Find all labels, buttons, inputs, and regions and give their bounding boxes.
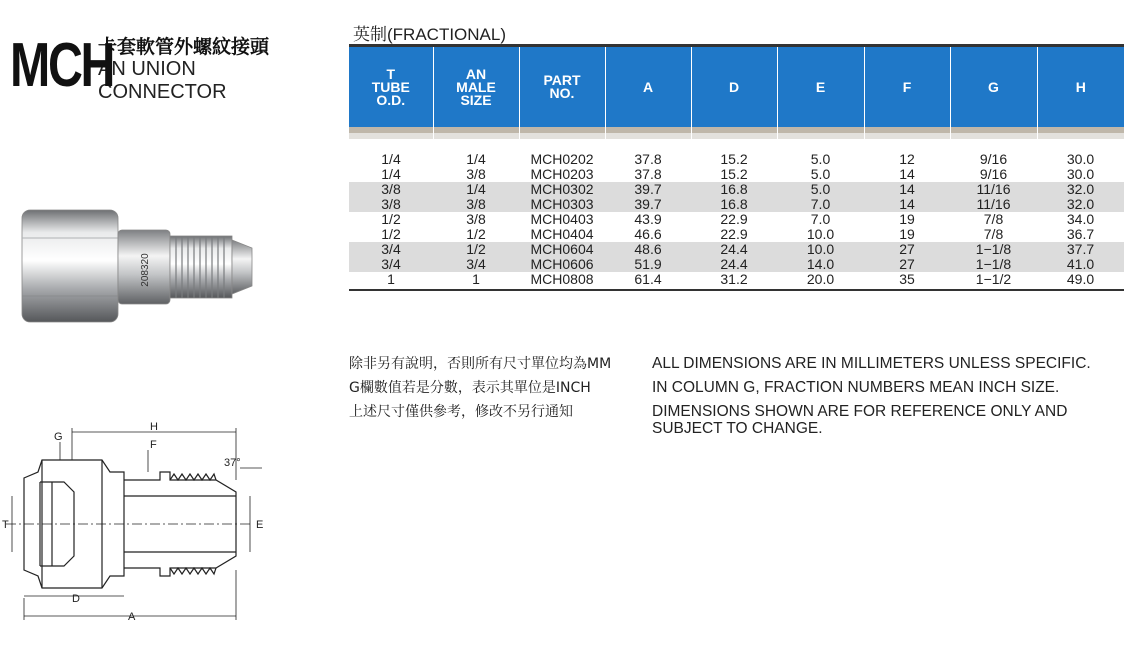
notes-chinese xyxy=(349,352,611,424)
table-cell: 7.0 xyxy=(777,197,864,212)
table-cell: 22.9 xyxy=(720,226,748,242)
table-cell: 1−1/8 xyxy=(950,257,1037,272)
table-cell: 11/16 xyxy=(950,197,1037,212)
table-cell: 48.6 xyxy=(605,242,691,257)
product-marking: 208320 xyxy=(140,253,151,287)
table-cell: 49.0 xyxy=(1066,271,1095,287)
table-cell: 14 xyxy=(864,197,950,212)
product-photo xyxy=(20,200,260,335)
table-cell: 3/8 xyxy=(433,197,519,212)
table-cell: 35 xyxy=(899,271,915,287)
table-row xyxy=(349,167,1124,182)
table-cell: 19 xyxy=(899,226,915,242)
table-row xyxy=(349,242,1124,257)
table-cell: MCH0604 xyxy=(519,242,605,257)
dim-label-t: T xyxy=(2,519,9,531)
table-bottom-rule xyxy=(349,289,1124,291)
dim-label-a: A xyxy=(128,611,136,623)
table-cell: 1/2 xyxy=(381,211,401,227)
table-cell: 1 xyxy=(472,271,480,287)
table-cell: 3/8 xyxy=(349,182,433,197)
table-cell: 14 xyxy=(864,182,950,197)
column-header-text: NO. xyxy=(549,85,575,101)
table-cell: 32.0 xyxy=(1037,197,1124,212)
column-header-text: PART xyxy=(543,72,581,88)
table-cell: 37.8 xyxy=(634,166,662,182)
table-row xyxy=(349,272,1124,287)
table-cell: 22.9 xyxy=(720,211,748,227)
table-row xyxy=(349,197,1124,212)
column-header-text: H xyxy=(1075,78,1086,95)
table-row xyxy=(349,182,1124,197)
table-cell: 3/4 xyxy=(349,242,433,257)
title-english-line2: CONNECTOR xyxy=(98,81,227,103)
table-cell: 15.2 xyxy=(720,166,748,182)
note-zh-2: G欄數值若是分數，表示其單位是INCH xyxy=(349,380,591,396)
table-cell: 3/8 xyxy=(349,197,433,212)
dim-label-g: G xyxy=(54,431,63,443)
table-cell: 12 xyxy=(899,151,915,167)
column-header xyxy=(1037,47,1124,127)
table-cell: 36.7 xyxy=(1066,226,1095,242)
table-cell: 1/4 xyxy=(466,151,486,167)
table-cell: 1−1/8 xyxy=(950,242,1037,257)
table-cell: 7.0 xyxy=(810,211,831,227)
section-title: 英制(FRACTIONAL) xyxy=(353,25,506,44)
table-cell: 9/16 xyxy=(979,166,1008,182)
column-header-text: SIZE xyxy=(460,91,492,108)
column-header xyxy=(349,47,433,127)
column-header-text: F xyxy=(902,78,912,95)
dim-label-e: E xyxy=(256,519,264,531)
table-cell: 27 xyxy=(864,257,950,272)
table-cell: MCH0203 xyxy=(530,166,594,182)
table-cell: 31.2 xyxy=(720,271,748,287)
product-titles xyxy=(98,36,269,104)
table-cell: 10.0 xyxy=(806,226,835,242)
table-cell: 37.7 xyxy=(1037,242,1124,257)
table-cell: 14 xyxy=(899,166,915,182)
column-header xyxy=(519,47,605,127)
column-header-text: T xyxy=(386,65,396,82)
table-cell: MCH0808 xyxy=(530,271,594,287)
column-header-text: G xyxy=(988,78,999,95)
table-cell: 20.0 xyxy=(806,271,835,287)
table-cell: 7/8 xyxy=(983,211,1004,227)
column-header xyxy=(777,47,864,127)
table-cell: 27 xyxy=(864,242,950,257)
table-cell: 46.6 xyxy=(634,226,662,242)
column-header xyxy=(864,47,950,127)
table-cell: 3/4 xyxy=(433,257,519,272)
note-en-2: IN COLUMN G, FRACTION NUMBERS MEAN INCH SIZE. xyxy=(652,379,1060,396)
table-cell: MCH0202 xyxy=(530,151,594,167)
table-cell: 15.2 xyxy=(720,151,748,167)
dim-label-angle: 37° xyxy=(224,457,241,469)
title-chinese: 卡套軟管外螺紋接頭 xyxy=(98,36,270,58)
table-cell: 14.0 xyxy=(777,257,864,272)
column-header-text: D xyxy=(728,78,740,95)
note-en-3: DIMENSIONS SHOWN ARE FOR REFERENCE ONLY AND SUBJECT TO CHANGE. xyxy=(652,403,1068,437)
table-cell: MCH0302 xyxy=(519,182,605,197)
product-code: MCH xyxy=(10,31,114,100)
table-cell: 3/4 xyxy=(349,257,433,272)
table-cell: MCH0403 xyxy=(530,211,594,227)
table-cell: 3/8 xyxy=(466,211,486,227)
column-header-text: A xyxy=(642,78,654,95)
table-row xyxy=(349,257,1124,272)
table-cell: 5.0 xyxy=(810,151,831,167)
column-header xyxy=(691,47,777,127)
table-cell: 11/16 xyxy=(950,182,1037,197)
table-cell: 1−1/2 xyxy=(975,271,1012,287)
table-cell: MCH0404 xyxy=(530,226,594,242)
table-cell: 1/4 xyxy=(381,151,401,167)
table-cell: 1/2 xyxy=(381,226,401,242)
column-header xyxy=(950,47,1037,127)
table-row xyxy=(349,212,1124,227)
table-cell: 24.4 xyxy=(691,257,777,272)
table-cell: 1/2 xyxy=(433,242,519,257)
column-header-text: O.D. xyxy=(376,91,406,108)
table-row xyxy=(349,227,1124,242)
table-cell: 16.8 xyxy=(691,182,777,197)
table-cell: 32.0 xyxy=(1037,182,1124,197)
table-cell: MCH0606 xyxy=(519,257,605,272)
table-cell: 5.0 xyxy=(810,166,831,182)
column-header-text: TUBE xyxy=(371,78,410,95)
table-cell: 7/8 xyxy=(983,226,1004,242)
note-zh-3: 上述尺寸僅供參考，修改不另行通知 xyxy=(349,404,573,420)
table-header-row xyxy=(349,47,1124,127)
table-cell: 5.0 xyxy=(777,182,864,197)
table-cell: 24.4 xyxy=(691,242,777,257)
table-cell: 1/2 xyxy=(466,226,486,242)
table-cell: 9/16 xyxy=(979,151,1008,167)
product-header xyxy=(10,31,270,108)
table-cell: 34.0 xyxy=(1066,211,1095,227)
table-cell: 10.0 xyxy=(777,242,864,257)
table-cell: 30.0 xyxy=(1066,166,1095,182)
column-header-text: MALE xyxy=(456,78,496,95)
table-cell: 3/8 xyxy=(466,166,486,182)
dimension-drawing xyxy=(0,420,280,645)
table-cell: 1/4 xyxy=(381,166,401,182)
note-zh-1: 除非另有說明，否則所有尺寸單位均為MM xyxy=(349,356,612,372)
table-cell: 61.4 xyxy=(634,271,662,287)
dim-label-d: D xyxy=(72,593,80,605)
column-header-text: AN xyxy=(465,65,487,82)
table-cell: 39.7 xyxy=(605,197,691,212)
table-cell: 39.7 xyxy=(605,182,691,197)
note-en-1: ALL DIMENSIONS ARE IN MILLIMETERS UNLESS SPECIFIC. xyxy=(652,355,1091,372)
table-row xyxy=(349,152,1124,167)
table-cell: 41.0 xyxy=(1037,257,1124,272)
table-cell: 30.0 xyxy=(1066,151,1095,167)
table-cell: 16.8 xyxy=(691,197,777,212)
table-cell: 1 xyxy=(387,271,395,287)
title-english-line1: AN UNION xyxy=(98,58,196,80)
dim-label-f: F xyxy=(150,439,157,451)
dimension-table xyxy=(349,44,1124,291)
table-cell: 19 xyxy=(899,211,915,227)
table-cell: 1/4 xyxy=(433,182,519,197)
table-cell: 37.8 xyxy=(634,151,662,167)
table-cell: 43.9 xyxy=(634,211,662,227)
column-header xyxy=(605,47,691,127)
notes-english xyxy=(652,352,1132,437)
table-cell: 51.9 xyxy=(605,257,691,272)
table-cell: MCH0303 xyxy=(519,197,605,212)
column-header-text: E xyxy=(815,78,826,95)
dim-label-h: H xyxy=(150,421,158,433)
column-header xyxy=(433,47,519,127)
